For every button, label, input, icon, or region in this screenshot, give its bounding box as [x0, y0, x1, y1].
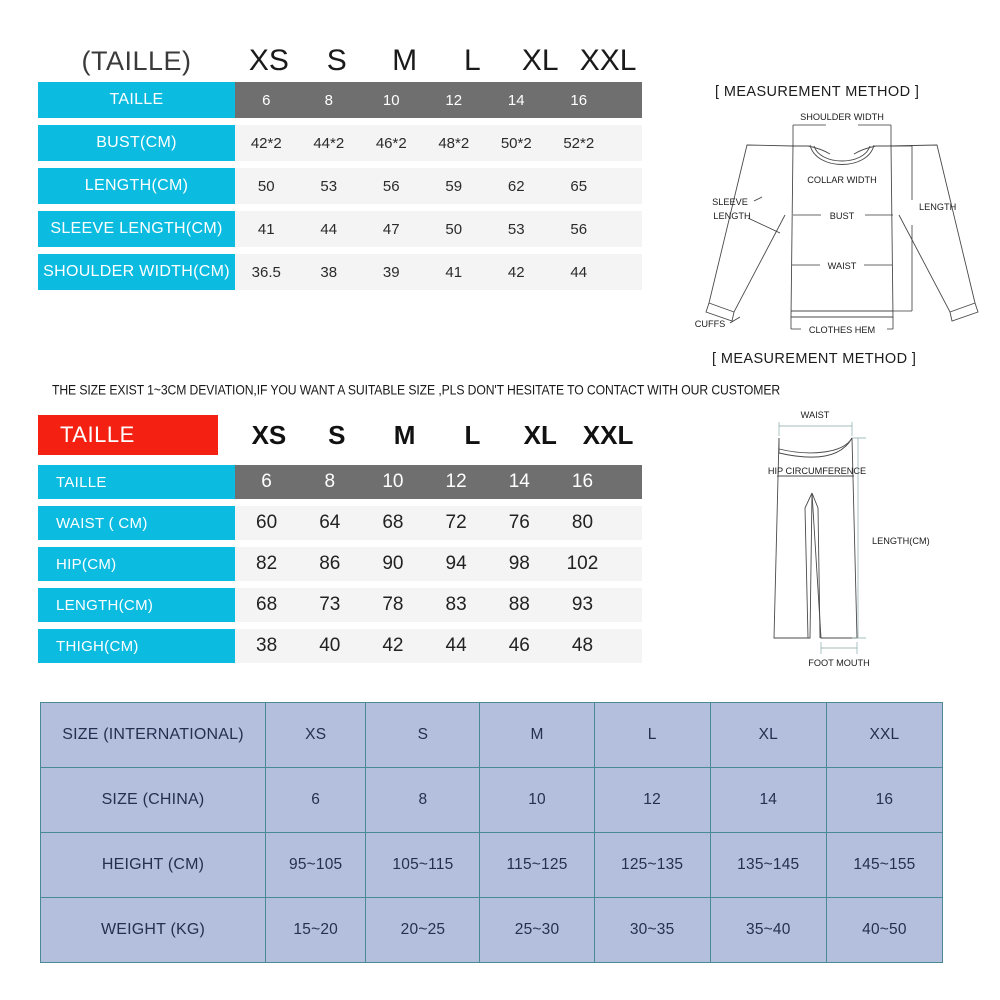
table-cell: 46: [508, 635, 530, 656]
table-cell: 38: [256, 635, 278, 656]
table-cell: 102: [566, 553, 599, 574]
label-hip-circumference: HIP CIRCUMFERENCE: [767, 466, 867, 476]
table-row: [38, 629, 642, 663]
tops-size-m: M: [392, 44, 418, 77]
deviation-note: THE SIZE EXIST 1~3CM DEVIATION,IF YOU WANT A SUITABLE SIZE ,PLS DON'T HESITATE TO CONTACT WITH OUR CUSTOMER: [52, 382, 781, 398]
table-cell: 60: [256, 512, 278, 533]
label-sleeve-length-line2: LENGTH: [713, 211, 751, 221]
table-cell: 6: [266, 768, 366, 833]
pants-measurement-diagram: [700, 398, 990, 688]
table-cell: 38: [320, 263, 338, 281]
row-label: LENGTH(CM): [38, 588, 235, 622]
row-label: WAIST ( CM): [38, 506, 235, 540]
table-cell: 90: [382, 553, 404, 574]
table-cell: 44*2: [313, 134, 345, 152]
table-cell: 14: [710, 768, 826, 833]
table-cell: 64: [319, 512, 341, 533]
table-cell: 30~35: [594, 898, 710, 963]
table-cell: 72: [445, 512, 467, 533]
table-cell: 62: [507, 177, 525, 195]
table-cell: 105~115: [366, 833, 480, 898]
table-row: [38, 211, 642, 247]
table-cell: 10: [480, 768, 594, 833]
table-cell: 36.5: [251, 263, 281, 281]
bottoms-size-s: S: [328, 419, 346, 450]
table-cell: XL: [710, 703, 826, 768]
table-cell: 44: [570, 263, 588, 281]
table-cell: 94: [445, 553, 467, 574]
table-cell: 12: [445, 471, 467, 492]
tops-size-s: S: [326, 44, 347, 77]
row-label: SHOULDER WIDTH(CM): [38, 254, 235, 290]
table-cell: 95~105: [266, 833, 366, 898]
table-cell: 42: [507, 263, 525, 281]
table-cell: 145~155: [826, 833, 942, 898]
table-cell: 12: [445, 91, 463, 109]
row-end-pad: [614, 506, 642, 540]
table-cell: M: [480, 703, 594, 768]
table-cell: 68: [382, 512, 404, 533]
row-label: SLEEVE LENGTH(CM): [38, 211, 235, 247]
table-row: [41, 833, 943, 898]
table-cell: 76: [508, 512, 530, 533]
table-cell: 14: [507, 91, 525, 109]
table-cell: 52*2: [563, 134, 595, 152]
label-length: LENGTH: [919, 202, 957, 212]
shirt-diagram-caption: [ MEASUREMENT METHOD ]: [715, 84, 920, 100]
table-cell: 35~40: [710, 898, 826, 963]
table-cell: 46*2: [375, 134, 407, 152]
international-size-table: [40, 702, 943, 963]
table-cell: 115~125: [480, 833, 594, 898]
table-cell: 16: [570, 91, 588, 109]
row-end-pad: [610, 254, 642, 290]
table-row: [38, 82, 642, 118]
bottoms-size-table: [38, 415, 642, 670]
bottoms-size-m: M: [393, 419, 416, 450]
table-cell: 93: [571, 594, 594, 615]
table-row: [38, 254, 642, 290]
bottoms-size-l: L: [464, 419, 481, 450]
tops-size-header-row: [38, 40, 642, 82]
table-cell: 15~20: [266, 898, 366, 963]
tops-size-xl: XL: [521, 44, 559, 77]
row-label: BUST(CM): [38, 125, 235, 161]
table-row: [38, 588, 642, 622]
table-row: [38, 465, 642, 499]
table-cell: 42*2: [250, 134, 282, 152]
label-length: LENGTH(CM): [872, 536, 930, 546]
label-waist: WAIST: [827, 261, 857, 271]
table-row: [38, 506, 642, 540]
row-label: HEIGHT (CM): [41, 833, 266, 898]
pants-diagram-caption: [ MEASUREMENT METHOD ]: [712, 351, 917, 367]
tops-size-xxl: XXL: [579, 44, 637, 77]
table-cell: 83: [445, 594, 467, 615]
table-cell: 78: [382, 594, 404, 615]
table-cell: 50: [445, 220, 463, 238]
table-cell: 82: [256, 553, 278, 574]
table-cell: S: [366, 703, 480, 768]
table-cell: 25~30: [480, 898, 594, 963]
tops-taille-heading: (TAILLE): [81, 45, 192, 76]
bottoms-size-header-row: [38, 415, 642, 455]
row-end-pad: [614, 465, 642, 499]
table-cell: XS: [266, 703, 366, 768]
table-cell: 53: [507, 220, 525, 238]
table-cell: 135~145: [710, 833, 826, 898]
table-cell: 16: [571, 471, 594, 492]
table-cell: 10: [382, 91, 400, 109]
table-cell: 42: [382, 635, 404, 656]
table-cell: 41: [445, 263, 463, 281]
table-cell: 53: [320, 177, 338, 195]
row-label: TAILLE: [38, 82, 235, 118]
table-cell: 6: [261, 471, 272, 492]
row-label: SIZE (INTERNATIONAL): [41, 703, 266, 768]
table-cell: 68: [256, 594, 278, 615]
table-row: [38, 168, 642, 204]
table-cell: 39: [382, 263, 400, 281]
label-cuffs: CUFFS: [694, 319, 726, 329]
row-label: WEIGHT (KG): [41, 898, 266, 963]
table-cell: XXL: [826, 703, 942, 768]
label-sleeve-length-line1: SLEEVE: [712, 197, 748, 207]
table-cell: 86: [319, 553, 341, 574]
table-cell: 48: [571, 635, 594, 656]
row-end-pad: [610, 125, 642, 161]
table-cell: 10: [382, 471, 404, 492]
table-cell: 8: [366, 768, 480, 833]
tops-size-table: [38, 40, 642, 297]
table-cell: 56: [382, 177, 400, 195]
table-cell: 40~50: [826, 898, 942, 963]
bottoms-size-xs: XS: [251, 419, 287, 450]
table-cell: 48*2: [438, 134, 470, 152]
label-bust: BUST: [829, 211, 855, 221]
shirt-measurement-diagram: [690, 105, 980, 340]
table-cell: 41: [257, 220, 275, 238]
row-end-pad: [610, 82, 642, 118]
row-end-pad: [614, 629, 642, 663]
table-cell: 59: [445, 177, 463, 195]
bottoms-title-badge: TAILLE: [38, 415, 218, 455]
table-cell: 8: [324, 471, 336, 492]
table-cell: 98: [508, 553, 530, 574]
bottoms-size-xl: XL: [523, 419, 557, 450]
table-cell: 44: [445, 635, 467, 656]
table-cell: 14: [508, 471, 530, 492]
table-cell: 65: [570, 177, 588, 195]
table-cell: 8: [324, 91, 333, 109]
table-cell: 47: [382, 220, 400, 238]
table-cell: 56: [570, 220, 588, 238]
label-clothes-hem: CLOTHES HEM: [808, 325, 876, 335]
row-label: TAILLE: [38, 465, 235, 499]
table-cell: 80: [571, 512, 594, 533]
table-cell: 20~25: [366, 898, 480, 963]
row-label: HIP(CM): [38, 547, 235, 581]
table-cell: 73: [319, 594, 341, 615]
row-end-pad: [614, 588, 642, 622]
table-cell: 40: [319, 635, 341, 656]
table-row: [38, 125, 642, 161]
tops-size-l: L: [464, 44, 481, 77]
label-shoulder-width: SHOULDER WIDTH: [800, 112, 884, 122]
row-end-pad: [610, 211, 642, 247]
tops-size-xs: XS: [248, 44, 289, 77]
table-row: [41, 768, 943, 833]
label-waist: WAIST: [800, 410, 830, 420]
table-cell: 44: [320, 220, 338, 238]
label-collar-width: COLLAR WIDTH: [807, 175, 877, 185]
row-label: THIGH(CM): [38, 629, 235, 663]
row-end-pad: [610, 168, 642, 204]
table-cell: 125~135: [594, 833, 710, 898]
table-cell: 88: [508, 594, 530, 615]
row-end-pad: [614, 547, 642, 581]
table-cell: 16: [826, 768, 942, 833]
table-cell: 50*2: [500, 134, 532, 152]
table-cell: 50: [257, 177, 275, 195]
row-label: SIZE (CHINA): [41, 768, 266, 833]
table-cell: 12: [594, 768, 710, 833]
bottoms-size-xxl: XXL: [582, 419, 634, 450]
table-row: [41, 703, 943, 768]
row-label: LENGTH(CM): [38, 168, 235, 204]
label-foot-mouth: FOOT MOUTH: [808, 658, 870, 668]
table-row: [38, 547, 642, 581]
table-row: [41, 898, 943, 963]
table-cell: 6: [262, 91, 271, 109]
table-cell: L: [594, 703, 710, 768]
